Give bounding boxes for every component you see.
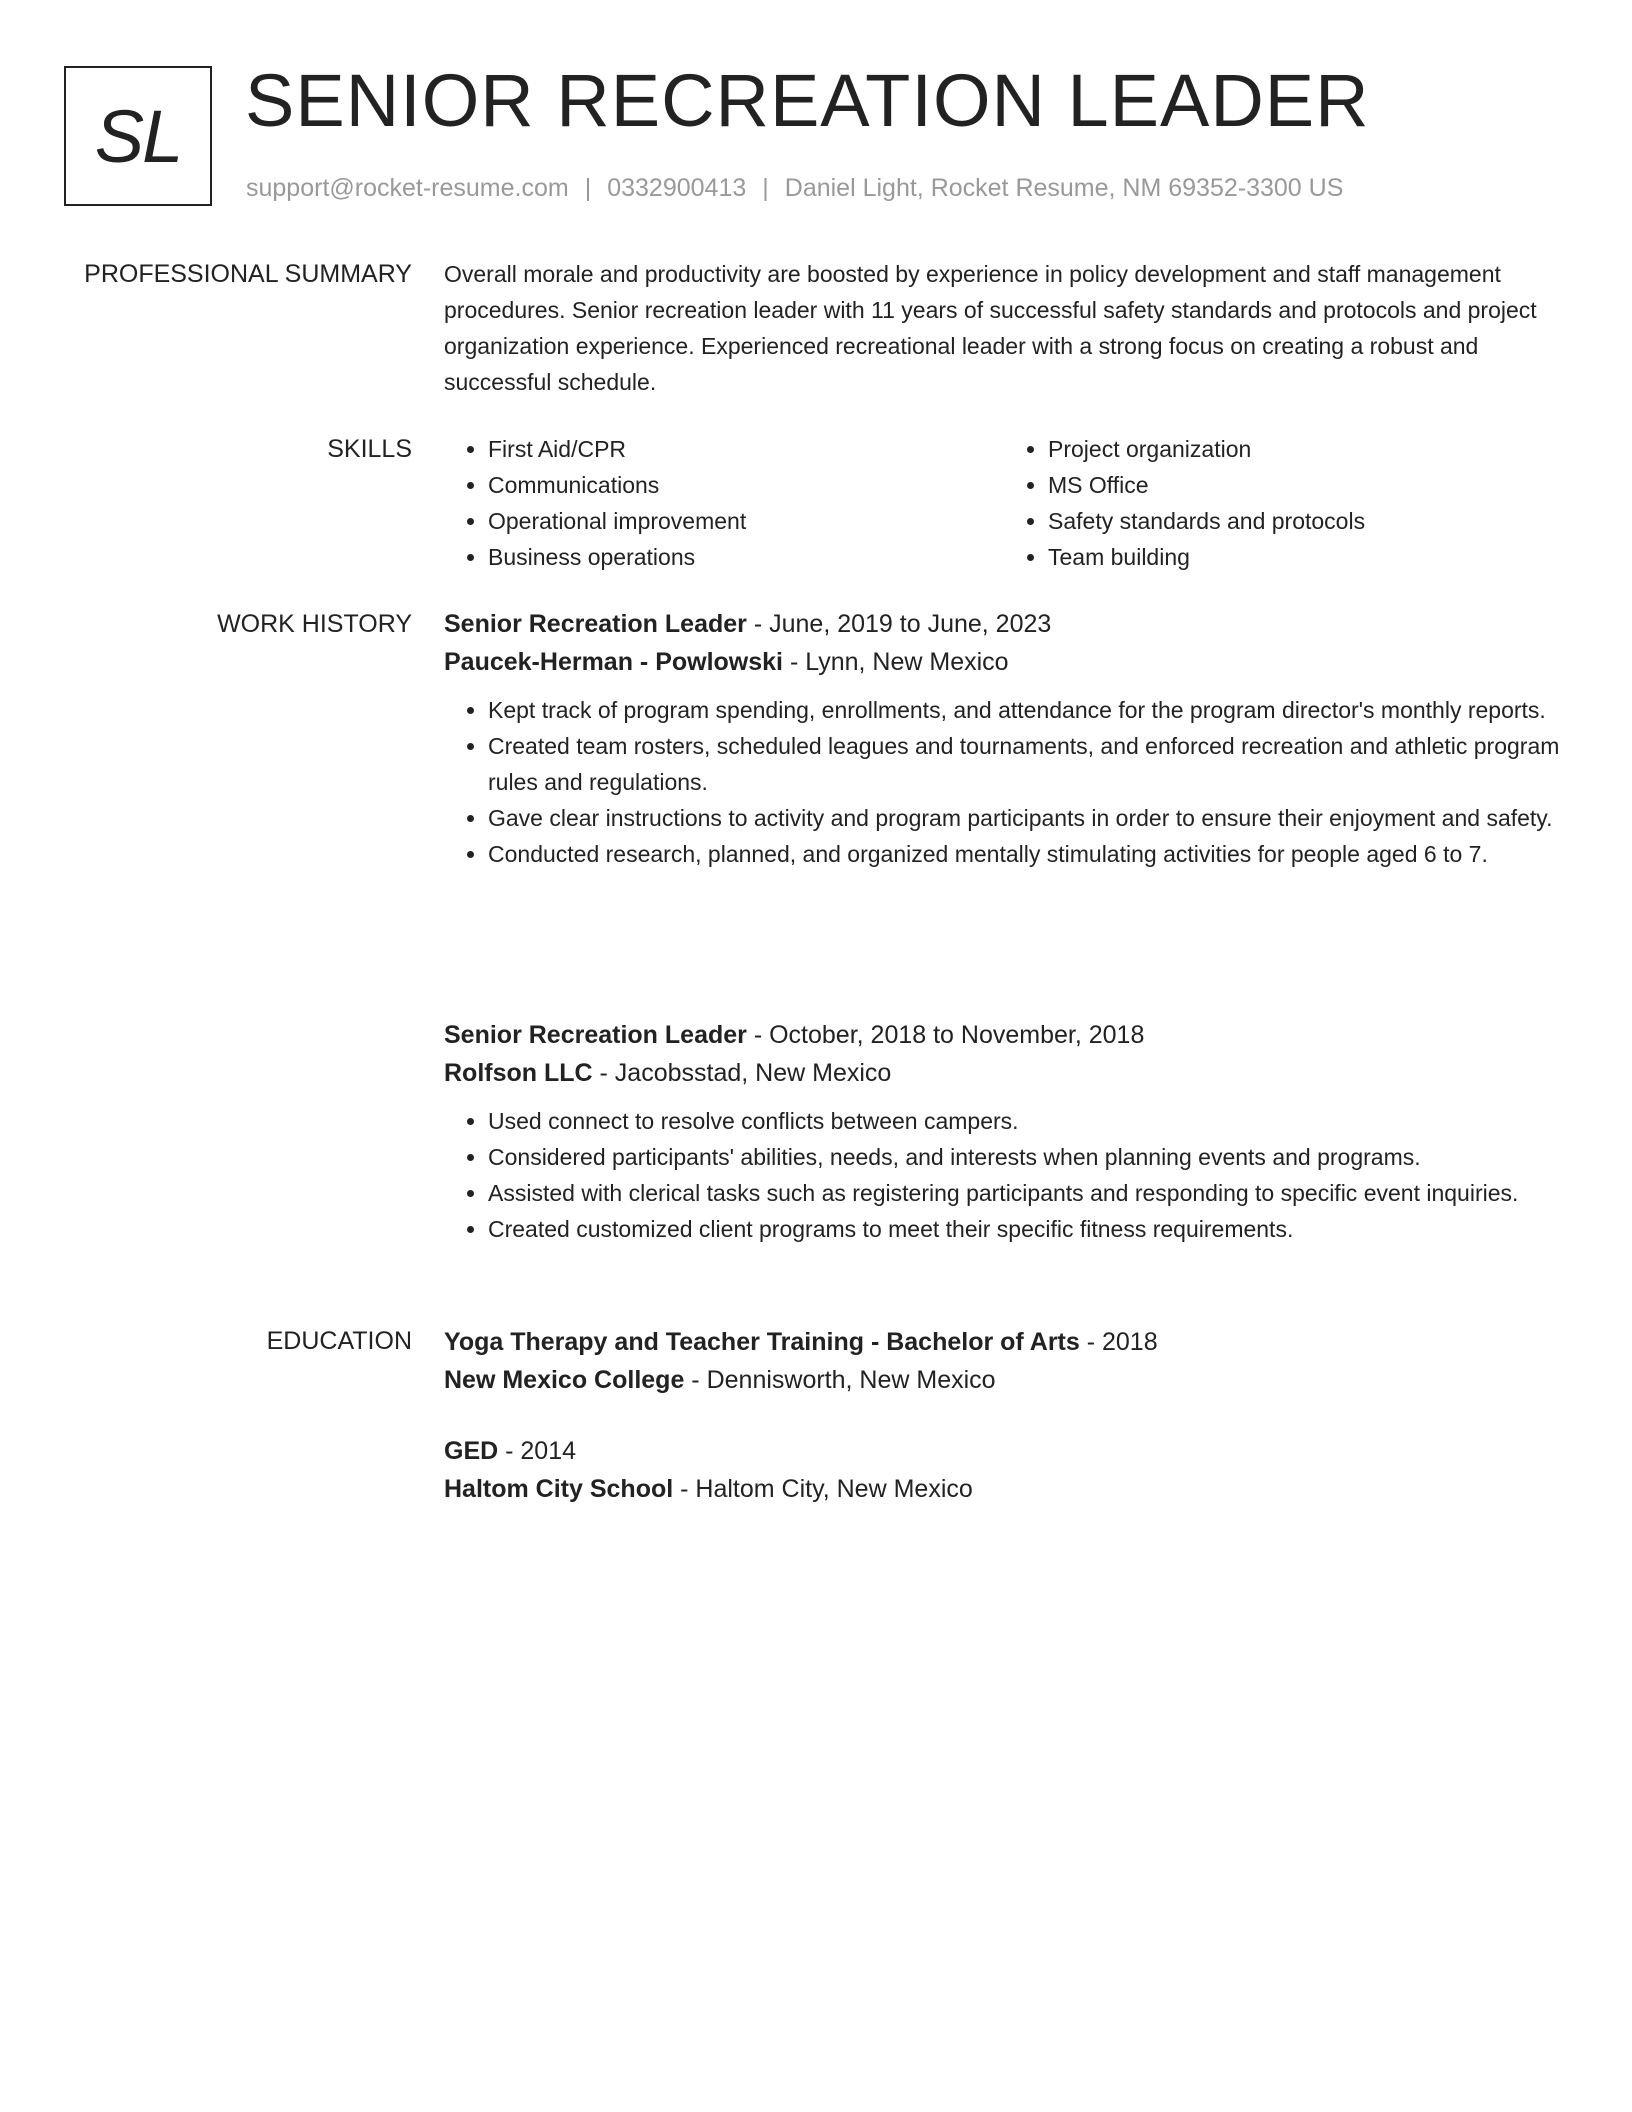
skill-item: • Project organization [1048,431,1564,467]
summary-heading: PROFESSIONAL SUMMARY [84,260,412,288]
job-company: Rolfson LLC [444,1059,593,1087]
skills-list-right [1004,431,1564,575]
skill-item: • Operational improvement [488,503,1004,539]
education-body [444,1323,1564,1508]
job-bullet: • Used connect to resolve conflicts between campers. [488,1103,1588,1139]
job-title-line [444,1017,1564,1053]
job-entry [444,1017,1564,1247]
skill-item: • Communications [488,467,1004,503]
job-entry [444,606,1564,872]
monogram-box [64,66,212,206]
job-bullet: • Created team rosters, scheduled leagues and tournaments, and enforced recreation and athletic program rules and regulations. [488,728,1588,800]
education-year: - 2018 [1079,1328,1158,1356]
job-title: Senior Recreation Leader [444,1021,747,1049]
education-heading: EDUCATION [266,1327,412,1355]
skill-item: • Team building [1048,539,1564,575]
education-location: - Haltom City, New Mexico [673,1475,973,1503]
page-title: SENIOR RECREATION LEADER [245,59,1370,142]
education-entry [444,1323,1564,1399]
summary-body [444,256,1564,400]
contact-separator: | [584,174,592,202]
contact-separator: | [762,174,769,202]
skill-item: • MS Office [1048,467,1564,503]
education-school: New Mexico College [444,1366,685,1394]
skill-item: • First Aid/CPR [488,431,1004,467]
job-title-line [444,606,1564,642]
job-title: Senior Recreation Leader [444,610,747,638]
education-school-line [444,1361,1564,1399]
skills-columns [444,431,1564,575]
job-bullets [444,692,1588,872]
job-bullet: • Assisted with clerical tasks such as registering participants and responding to specific event inquiries. [488,1175,1588,1211]
summary-text: Overall morale and productivity are boosted by experience in policy development and staff management procedures. Senior recreation leader with 11 years of successful safety standards and protocols and project organization experience. Experienced recreational leader with a strong focus on creating a robust and successful schedule. [444,261,1537,395]
skills-body [444,431,1564,575]
job-location: - Jacobsstad, New Mexico [592,1059,892,1087]
job-company: Paucek-Herman - Powlowski [444,648,784,676]
contact-phone: 0332900413 [607,174,747,202]
education-school: Haltom City School [444,1475,674,1503]
work-history-body [444,606,1564,872]
job-bullet: • Created customized client programs to meet their specific fitness requirements. [488,1211,1588,1247]
education-entry [444,1432,1564,1508]
work-history-heading: WORK HISTORY [217,610,412,638]
job-company-line [444,642,1564,682]
job-dates: - June, 2019 to June, 2023 [746,610,1052,638]
skill-item: • Safety standards and protocols [1048,503,1564,539]
education-location: - Dennisworth, New Mexico [684,1366,996,1394]
work-history-body-2 [444,1017,1564,1247]
skill-item: • Business operations [488,539,1004,575]
education-year: - 2014 [498,1437,577,1465]
monogram-initials: SL [94,94,182,178]
education-degree-line [444,1323,1564,1361]
job-company-line [444,1053,1564,1093]
skills-list-left [444,431,1004,575]
job-bullet: • Gave clear instructions to activity and program participants in order to ensure their enjoyment and safety. [488,800,1588,836]
job-bullets [444,1103,1588,1247]
job-bullet: • Conducted research, planned, and organized mentally stimulating activities for people aged 6 to 7. [488,836,1588,872]
contact-email: support@rocket-resume.com [246,174,569,202]
job-bullet: • Considered participants' abilities, needs, and interests when planning events and programs. [488,1139,1588,1175]
job-bullet: • Kept track of program spending, enrollments, and attendance for the program director's monthly reports. [488,692,1588,728]
education-degree: GED [444,1437,499,1465]
contact-line [246,174,1343,203]
skills-heading: SKILLS [327,435,412,463]
education-degree-line [444,1432,1564,1470]
job-dates: - October, 2018 to November, 2018 [746,1021,1145,1049]
education-degree: Yoga Therapy and Teacher Training - Bachelor of Arts [444,1328,1080,1356]
contact-address: Daniel Light, Rocket Resume, NM 69352-3300 US [784,174,1344,202]
job-location: - Lynn, New Mexico [783,648,1009,676]
education-school-line [444,1470,1564,1508]
